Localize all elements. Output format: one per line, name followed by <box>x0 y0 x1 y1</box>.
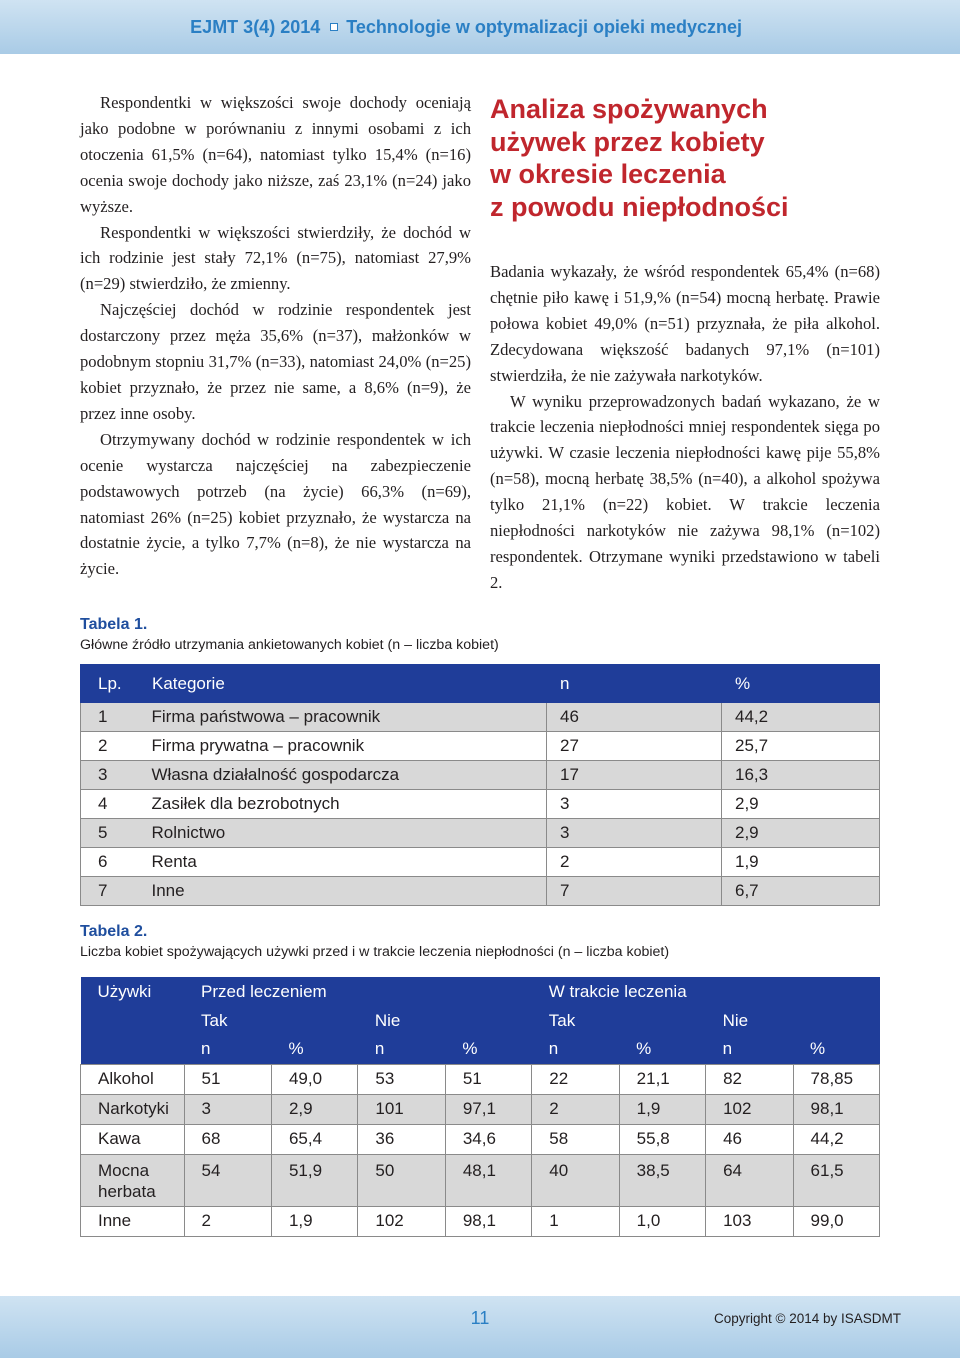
table2-header-cell: % <box>271 1035 357 1064</box>
table1-cell: 1 <box>81 703 152 732</box>
page-number: 11 <box>470 1308 490 1328</box>
right-column <box>490 93 880 596</box>
table2-header-cell: % <box>619 1035 705 1064</box>
table2-cell: 55,8 <box>619 1124 705 1154</box>
journal-topic: Technologie w optymalizacji opieki medycznej <box>346 16 742 37</box>
table1-cell: 46 <box>547 703 722 732</box>
table2-cell: 21,1 <box>619 1064 705 1094</box>
table1-label: Tabela 1. <box>80 616 148 633</box>
copyright-notice: Copyright © 2014 by ISASDMT <box>714 1311 902 1326</box>
table1-cell: Zasiłek dla bezrobotnych <box>152 790 547 819</box>
table2-header-cell: Nie <box>358 1006 532 1035</box>
square-separator-icon <box>330 23 338 31</box>
table2-cell: 44,2 <box>793 1124 879 1154</box>
table2-header-cell: Tak <box>184 1006 358 1035</box>
section-title-line: w okresie leczenia <box>490 159 726 189</box>
table2-cell: 98,1 <box>445 1206 531 1236</box>
table-row <box>81 1154 880 1206</box>
header-band <box>0 0 960 54</box>
table2-cell: 102 <box>706 1094 793 1124</box>
table-row <box>81 790 880 819</box>
table1-cell: 2 <box>547 848 722 877</box>
table1-cell: Firma prywatna – pracownik <box>152 732 547 761</box>
table-row <box>81 761 880 790</box>
journal-name: EJMT 3(4) 2014 <box>190 16 321 37</box>
table-row <box>81 703 880 732</box>
table-row <box>81 877 880 906</box>
table2-header-cell: Nie <box>706 1006 880 1035</box>
table1-cell: 5 <box>81 819 152 848</box>
table2-header-cell: Przed leczeniem <box>184 977 532 1006</box>
table2-cell: Kawa <box>81 1124 185 1154</box>
section-title-line: z powodu niepłodności <box>490 191 789 222</box>
table2-cell: 97,1 <box>445 1094 531 1124</box>
table1-cell: 1,9 <box>722 848 880 877</box>
table1-header-cell: Lp. <box>81 665 152 703</box>
table2-header-cell: n <box>706 1035 793 1064</box>
table2-cell: 54 <box>184 1154 271 1206</box>
table1-cell: 3 <box>547 790 722 819</box>
table1-cell: Firma państwowa – pracownik <box>152 703 547 732</box>
table2-header-cell: n <box>532 1035 619 1064</box>
table2-header-row <box>81 1006 880 1035</box>
table2-cell: 2,9 <box>271 1094 357 1124</box>
table1-cell: 2,9 <box>722 819 880 848</box>
table2-cell: 68 <box>184 1124 271 1154</box>
table2-caption-text: Liczba kobiet spożywających używki przed i w trakcie leczenia niepłodności (n – liczba kobiet) <box>80 944 670 960</box>
table2-cell: 2 <box>184 1206 271 1236</box>
body-paragraph: Respondentki w większości stwierdziły, że dochód w ich rodzinie jest stały 72,1% (n=75), natomiast 27,9% (n=29) stwierdziło, że zmienny. <box>80 222 471 294</box>
table2-label: Tabela 2. <box>80 923 148 940</box>
table2-cell: 22 <box>532 1064 619 1094</box>
table2-cell: 82 <box>706 1064 793 1094</box>
table2-cell: 58 <box>532 1124 619 1154</box>
table2-header-row <box>81 1035 880 1064</box>
table1-cell: Inne <box>152 877 547 906</box>
table2-header-cell: n <box>358 1035 445 1064</box>
table2-cell: Narkotyki <box>81 1094 185 1124</box>
table-row <box>81 1064 880 1094</box>
table2-cell: 51,9 <box>271 1154 357 1206</box>
table2-cell: 2 <box>532 1094 619 1124</box>
table2-header-cell: W trakcie leczenia <box>532 977 880 1006</box>
table2-cell: 1,0 <box>619 1206 705 1236</box>
table2-cell: 40 <box>532 1154 619 1206</box>
table1-cell: Rolnictwo <box>152 819 547 848</box>
section-title-line: Analiza spożywanych <box>490 94 768 124</box>
table1-header-row <box>81 665 880 703</box>
table2-header-row <box>81 977 880 1006</box>
table2-cell: 101 <box>358 1094 445 1124</box>
table2-cell: 102 <box>358 1206 445 1236</box>
table1-cell: 16,3 <box>722 761 880 790</box>
table2-cell: 48,1 <box>445 1154 531 1206</box>
table1-header-cell: Kategorie <box>152 665 547 703</box>
table1-cell: 27 <box>547 732 722 761</box>
table1-cell: 17 <box>547 761 722 790</box>
table1-cell: 6 <box>81 848 152 877</box>
table2-cell: 36 <box>358 1124 445 1154</box>
table2-cell: 50 <box>358 1154 445 1206</box>
table2-header-cell: % <box>445 1035 531 1064</box>
table2-caption <box>80 922 669 962</box>
table1-cell: 25,7 <box>722 732 880 761</box>
table2 <box>80 977 880 1237</box>
table1-cell: Renta <box>152 848 547 877</box>
table2-cell: 3 <box>184 1094 271 1124</box>
table2-header-cell: % <box>793 1035 879 1064</box>
table2-cell: Inne <box>81 1206 185 1236</box>
table-row <box>81 819 880 848</box>
table-row <box>81 848 880 877</box>
table2-cell: 1 <box>532 1206 619 1236</box>
table1-cell: 3 <box>547 819 722 848</box>
section-title-line: używek przez kobiety <box>490 126 765 157</box>
table2-cell: 61,5 <box>793 1154 879 1206</box>
table2-header-cell <box>81 1035 185 1064</box>
table1-cell: 2,9 <box>722 790 880 819</box>
table1-cell: Własna działalność gospodarcza <box>152 761 547 790</box>
table2-cell: 1,9 <box>271 1206 357 1236</box>
table-row <box>81 732 880 761</box>
table1-cell: 7 <box>547 877 722 906</box>
table-row <box>81 1206 880 1236</box>
table2-cell: 51 <box>445 1064 531 1094</box>
left-column <box>80 90 471 582</box>
table2-header-cell <box>81 1006 185 1035</box>
table1-cell: 44,2 <box>722 703 880 732</box>
body-paragraph: Respondentki w większości swoje dochody oceniają jako podobne w porównaniu z innymi osobami z ich otoczenia 61,5% (n=64), natomiast tylko 15,4% (n=16) ocenia swoje dochody jako niższe, zaś 23,1% (n=24) jako wyższe. <box>80 93 471 216</box>
table2-cell: 78,85 <box>793 1064 879 1094</box>
table2-cell: 38,5 <box>619 1154 705 1206</box>
table2-header-cell: Używki <box>81 977 185 1006</box>
section-title <box>490 93 880 223</box>
table2-cell: 98,1 <box>793 1094 879 1124</box>
running-header <box>190 17 742 38</box>
table2-header-cell: n <box>184 1035 271 1064</box>
table2-cell: 34,6 <box>445 1124 531 1154</box>
table1-header-cell: n <box>547 665 722 703</box>
table1-cell: 2 <box>81 732 152 761</box>
table2-cell: 53 <box>358 1064 445 1094</box>
table2-cell: Alkohol <box>81 1064 185 1094</box>
body-paragraph: Badania wykazały, że wśród respondentek 65,4% (n=68) chętnie piło kawę i 51,9,% (n=54) mocną herbatę. Prawie połowa kobiet 49,0% (n=51) przyznała, że piła alkohol. Zdecydowana większość badanych 97,1% (n=101) stwierdziła, że nie zażywała narkotyków. <box>490 262 880 385</box>
table2-cell: 65,4 <box>271 1124 357 1154</box>
table2-cell: Mocna herbata <box>81 1154 185 1206</box>
table2-header-cell: Tak <box>532 1006 706 1035</box>
table1-caption-text: Główne źródło utrzymania ankietowanych kobiet (n – liczba kobiet) <box>80 637 499 653</box>
table2-cell: 64 <box>706 1154 793 1206</box>
body-paragraph: Otrzymywany dochód w rodzinie respondentek w ich ocenie wystarcza najczęściej na zabezpieczenie podstawowych potrzeb (na życie) 66,3% (n=69), natomiast 26% (n=25) kobiet przyznało, że wystarcza na dostatnie życie, a tylko 7,7% (n=8), że nie wystarcza na życie. <box>80 429 471 579</box>
table2-cell: 1,9 <box>619 1094 705 1124</box>
table2-cell: 99,0 <box>793 1206 879 1236</box>
table-row <box>81 1124 880 1154</box>
table1-cell: 3 <box>81 761 152 790</box>
table1-cell: 7 <box>81 877 152 906</box>
body-paragraph: Najczęściej dochód w rodzinie respondentek jest dostarczony przez męża 35,6% (n=37), małżonków w podobnym stopniu 31,7% (n=33), natomiast 24,0% (n=25) kobiet przyznało, że przez nie same, a 8,6% (n=9), że przez inne osoby. <box>80 300 471 423</box>
body-paragraph: W wyniku przeprowadzonych badań wykazano, że w trakcie leczenia niepłodności mniej respondentek sięga po używki. W czasie leczenia niepłodności kawę pije 55,8% (n=58), mocną herbatę 38,5% (n=40), a alkohol spożywa tylko 21,1% (n=22) kobiet. W trakcie leczenia niepłodności narkotyków nie zażywa 98,1% (n=102) respondentek. Otrzymane wyniki przedstawiono w tabeli 2. <box>490 391 880 592</box>
table2-cell: 49,0 <box>271 1064 357 1094</box>
table2-cell: 46 <box>706 1124 793 1154</box>
table1 <box>80 664 880 906</box>
table1-caption <box>80 615 499 655</box>
table2-cell: 51 <box>184 1064 271 1094</box>
table1-cell: 4 <box>81 790 152 819</box>
table-row <box>81 1094 880 1124</box>
table1-cell: 6,7 <box>722 877 880 906</box>
table2-cell: 103 <box>706 1206 793 1236</box>
table1-header-cell: % <box>722 665 880 703</box>
